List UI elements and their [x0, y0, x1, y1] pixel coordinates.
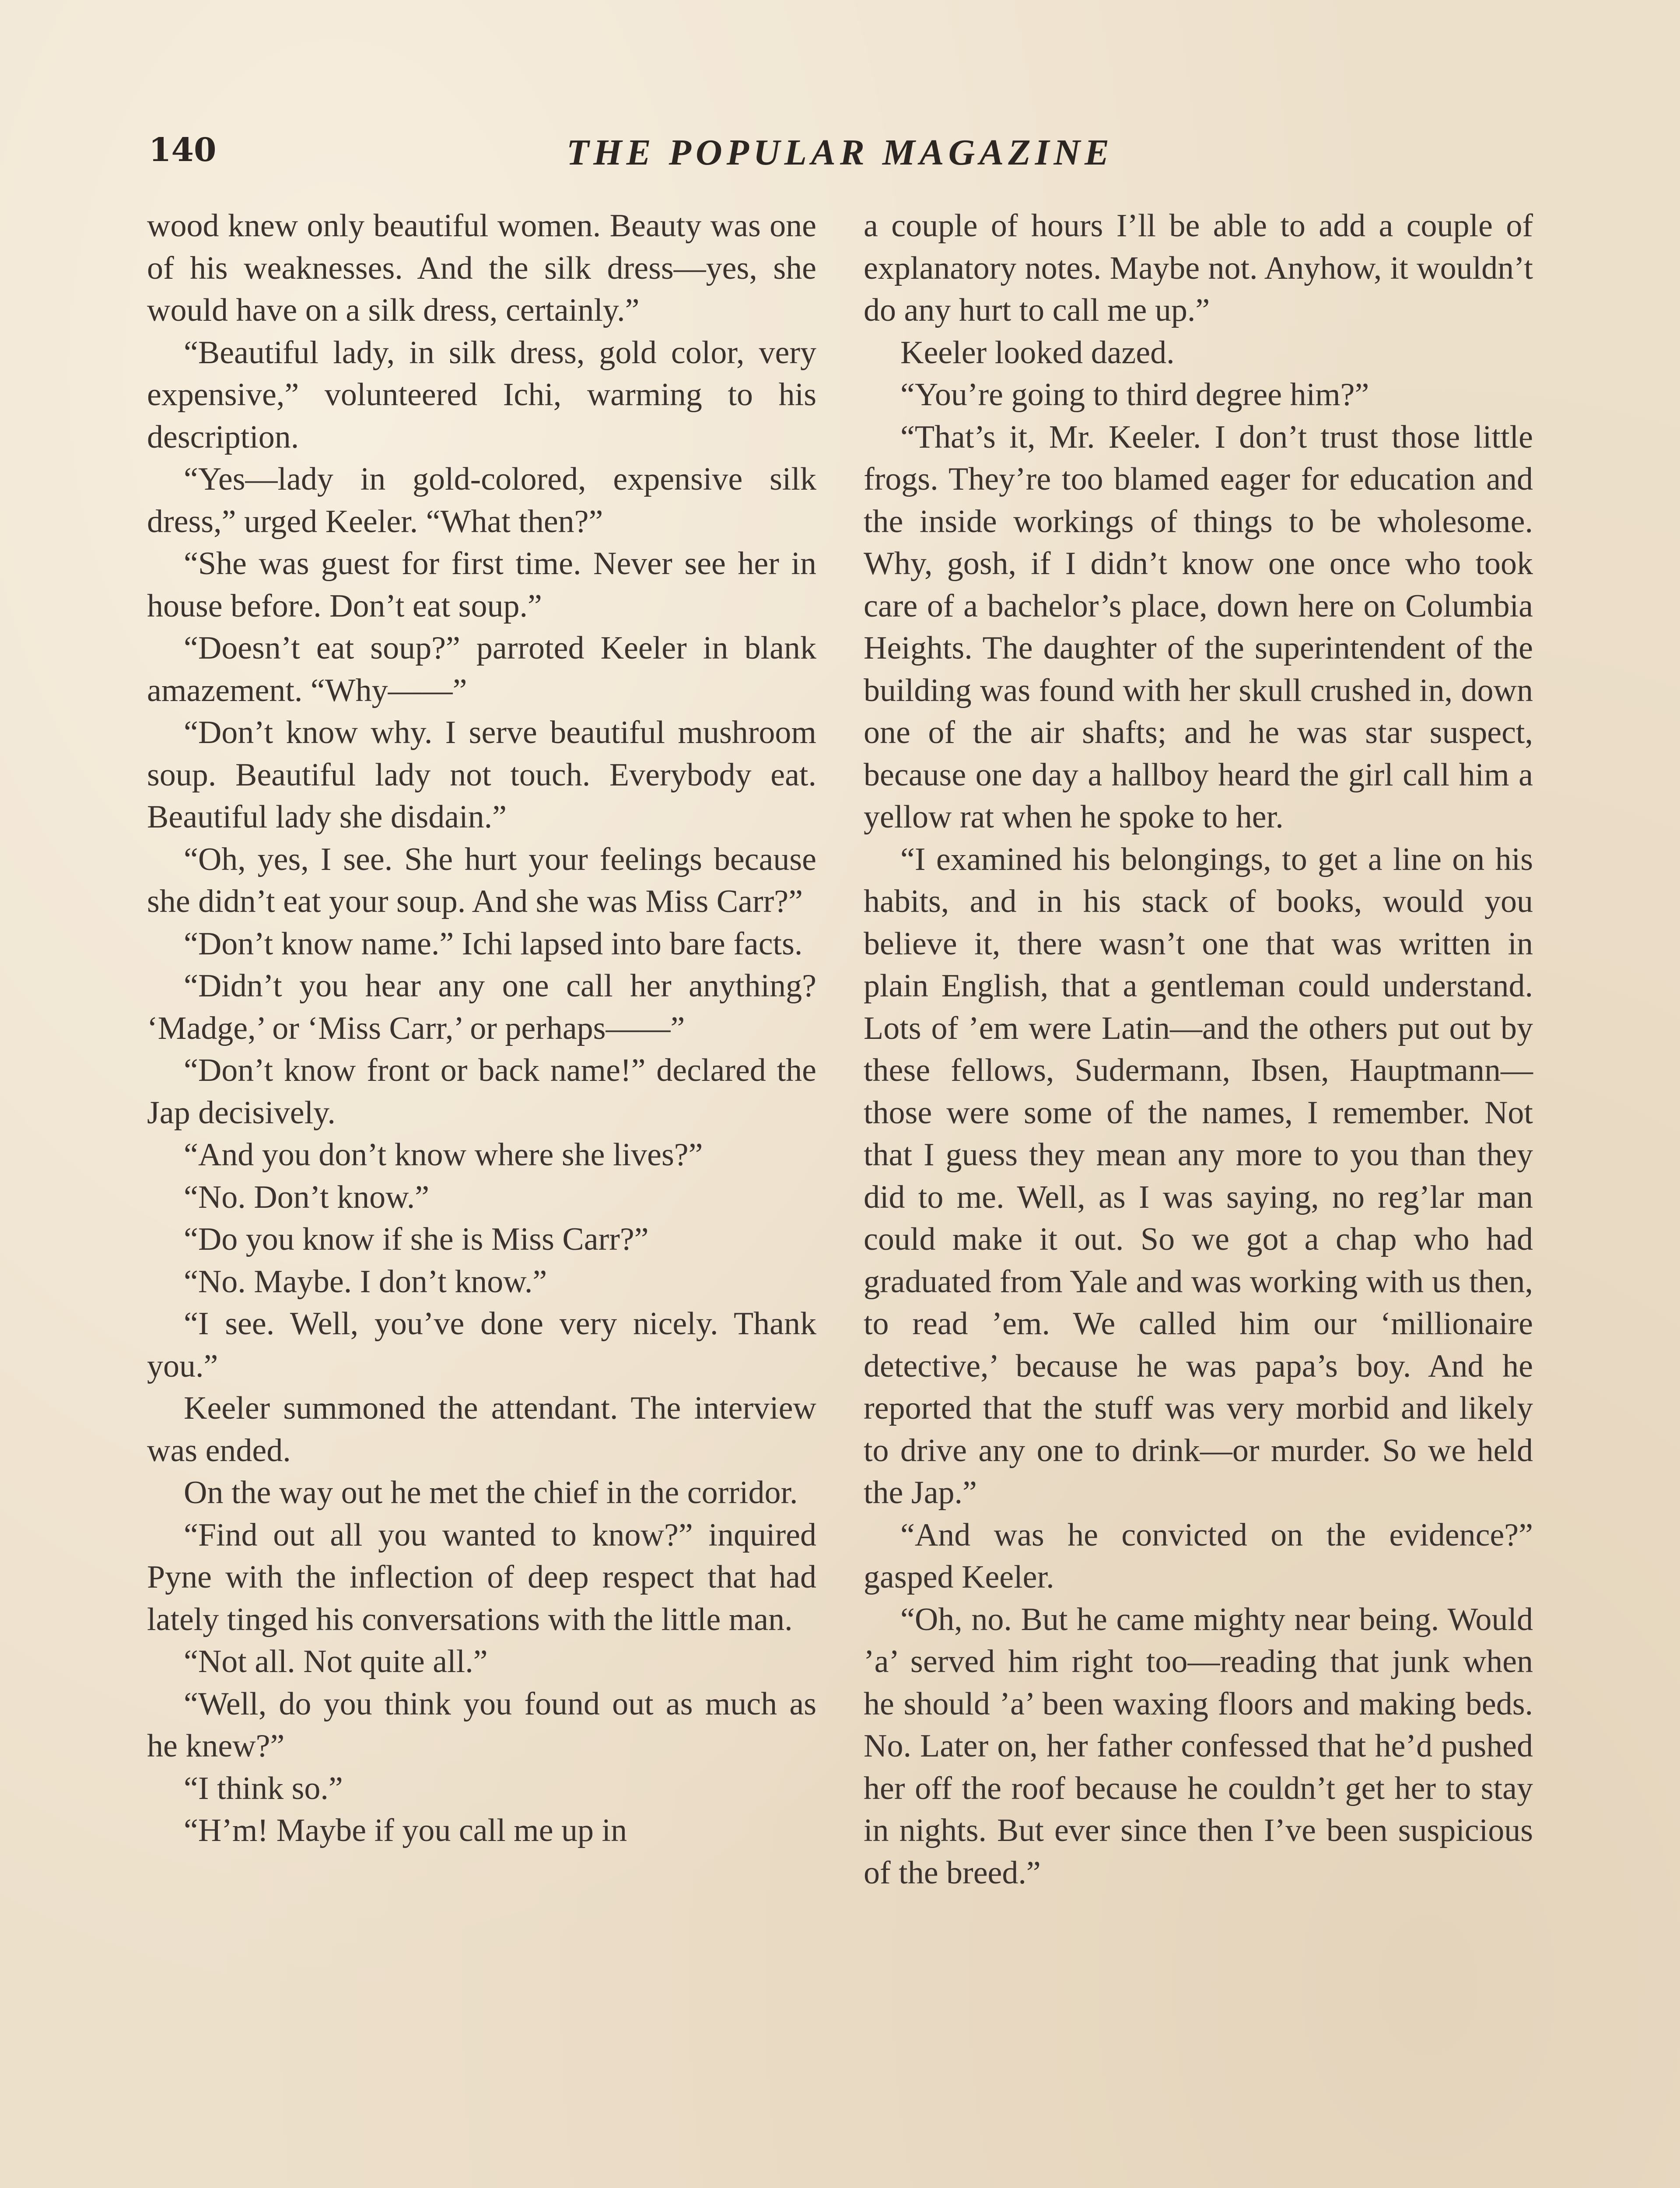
running-head: THE POPULAR MAGAZINE	[566, 132, 1114, 173]
paragraph: “You’re going to third degree him?”	[900, 377, 1369, 413]
paragraph: “No. Don’t know.”	[184, 1179, 430, 1215]
paragraph: “I see. Well, you’ve done very nicely. Thank you.”	[147, 1306, 816, 1384]
paragraph: “I think so.”	[184, 1770, 343, 1806]
paragraph: “She was guest for first time. Never see her in house before. Don’t eat soup.”	[147, 546, 816, 624]
paragraph: “Well, do you think you found out as much as he knew?”	[147, 1686, 816, 1764]
page-header	[149, 131, 1531, 179]
paragraph: On the way out he met the chief in the corridor.	[184, 1475, 798, 1511]
paragraph: “I examined his belongings, to get a line on his habits, and in his stack of books, would you believe it, there wasn’t one that was written in plain English, that a gentleman could understand. Lots of ’em were Latin—and the others put out by these fellows, Sudermann, Ibsen, Hauptmann—those were some of the names, I remember. Not that I guess they mean any more to you than they did to me. Well, as I was saying, no reg’lar man could make it out. So we got a chap who had graduated from Yale and was working with us then, to read ’em. We called him our ‘millionaire detective,’ because he was papa’s boy. And he reported that the stuff was very morbid and likely to drive any one to drink—or murder. So we held the Jap.”	[864, 841, 1533, 1511]
paragraph: “Don’t know front or back name!” declared the Jap decisively.	[147, 1052, 816, 1131]
left-column	[147, 205, 816, 1852]
paragraph: “That’s it, Mr. Keeler. I don’t trust those little frogs. They’re too blamed eager for education and the inside workings of things to be wholesome. Why, gosh, if I didn’t know one once who took care of a bachelor’s place, down here on Columbia Heights. The daughter of the superintendent of the building was found with her skull crushed in, down one of the air shafts; and he was star suspect, because one day a hallboy heard the girl call him a yellow rat when he spoke to her.	[864, 419, 1533, 835]
paragraph: “Not all. Not quite all.”	[184, 1644, 488, 1680]
paragraph: a couple of hours I’ll be able to add a couple of explanatory notes. Maybe not. Anyhow, it wouldn’t do any hurt to call me up.”	[864, 208, 1533, 328]
paragraph: Keeler summoned the attendant. The interview was ended.	[147, 1390, 816, 1469]
paragraph: “Find out all you wanted to know?” inquired Pyne with the inflection of deep respect that had lately tinged his conversations with the little man.	[147, 1517, 816, 1637]
paragraph: “And was he convicted on the evidence?” gasped Keeler.	[864, 1517, 1533, 1595]
paragraph: “Don’t know why. I serve beautiful mushroom soup. Beautiful lady not touch. Everybody eat. Beautiful lady she disdain.”	[147, 715, 816, 835]
paragraph: wood knew only beautiful women. Beauty was one of his weaknesses. And the silk dress—yes, she would have on a silk dress, certainly.”	[147, 208, 816, 328]
text-columns	[147, 205, 1533, 2188]
paragraph: Keeler looked dazed.	[900, 334, 1175, 371]
paragraph: “Oh, yes, I see. She hurt your feelings because she didn’t eat your soup. And she was Miss Carr?”	[147, 841, 816, 919]
paragraph: “No. Maybe. I don’t know.”	[184, 1263, 547, 1300]
paragraph: “Didn’t you hear any one call her anything? ‘Madge,’ or ‘Miss Carr,’ or perhaps——”	[147, 968, 816, 1046]
paragraph: “Do you know if she is Miss Carr?”	[184, 1221, 649, 1257]
paragraph: “Don’t know name.” Ichi lapsed into bare facts.	[184, 926, 803, 962]
paragraph: “Doesn’t eat soup?” parroted Keeler in blank amazement. “Why——”	[147, 630, 816, 708]
paragraph: “H’m! Maybe if you call me up in	[184, 1813, 627, 1848]
right-column	[864, 205, 1533, 1894]
paragraph: “Oh, no. But he came mighty near being. Would ’a’ served him right too—reading that junk when he should ’a’ been waxing floors and making beds. No. Later on, her father confessed that he’d pushed her off the roof because he couldn’t get her to stay in nights. But ever since then I’ve been suspicious of the breed.”	[864, 1601, 1533, 1891]
paragraph: “Yes—lady in gold-colored, expensive silk dress,” urged Keeler. “What then?”	[147, 461, 816, 540]
paragraph: “Beautiful lady, in silk dress, gold color, very expensive,” volunteered Ichi, warming to his description.	[147, 334, 816, 455]
page-number: 140	[149, 131, 217, 169]
paragraph: “And you don’t know where she lives?”	[184, 1137, 703, 1173]
